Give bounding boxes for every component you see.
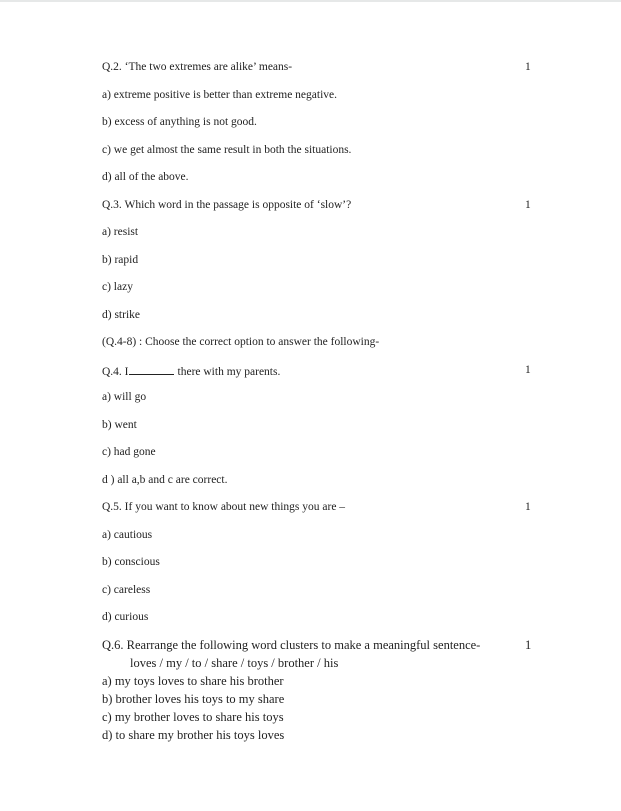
q3-option-a: a) resist: [102, 226, 139, 238]
q4-prompt: [102, 364, 280, 378]
q6-option-b: b) brother loves his toys to my share: [102, 692, 285, 706]
q5-option-d: d) curious: [102, 611, 149, 623]
q6-option-a: a) my toys loves to share his brother: [102, 674, 284, 688]
q5-option-b: b) conscious: [102, 556, 160, 568]
q4-prompt-start: Q.4. I: [102, 366, 129, 378]
q4-option-b: b) went: [102, 419, 137, 431]
q4-option-c: c) had gone: [102, 446, 156, 458]
section-instruction: (Q.4-8) : Choose the correct option to answer the following-: [102, 336, 380, 348]
q6-prompt: Q.6. Rearrange the following word clusters to make a meaningful sentence-: [102, 638, 481, 652]
q6-option-d: d) to share my brother his toys loves: [102, 728, 285, 742]
q5-option-a: a) cautious: [102, 529, 153, 541]
q2-option-a: a) extreme positive is better than extreme negative.: [102, 89, 338, 101]
q6-option-c: c) my brother loves to share his toys: [102, 710, 284, 724]
q4-marks: 1: [525, 364, 531, 376]
q4-prompt-end: there with my parents.: [177, 366, 281, 378]
q2-prompt: Q.2. ‘The two extremes are alike’ means-: [102, 61, 293, 73]
q3-marks: 1: [525, 199, 531, 211]
q3-option-c: c) lazy: [102, 281, 133, 293]
q2-option-d: d) all of the above.: [102, 171, 189, 183]
q5-option-c: c) careless: [102, 584, 151, 596]
q6-marks: 1: [525, 638, 532, 652]
top-edge-shadow: [0, 0, 621, 2]
q5-prompt: Q.5. If you want to know about new things you are –: [102, 501, 346, 513]
q2-option-b: b) excess of anything is not good.: [102, 116, 257, 128]
q3-option-b: b) rapid: [102, 254, 139, 266]
q2-marks: 1: [525, 61, 531, 73]
q4-option-d: d ) all a,b and c are correct.: [102, 474, 228, 486]
q5-marks: 1: [525, 501, 531, 513]
q4-option-a: a) will go: [102, 391, 147, 403]
q3-prompt: Q.3. Which word in the passage is opposite of ‘slow’?: [102, 199, 352, 211]
q2-option-c: c) we get almost the same result in both the situations.: [102, 144, 352, 156]
q3-option-d: d) strike: [102, 309, 141, 321]
q6-word-clusters: loves / my / to / share / toys / brother / his: [130, 656, 339, 670]
fill-in-blank: [129, 364, 174, 375]
